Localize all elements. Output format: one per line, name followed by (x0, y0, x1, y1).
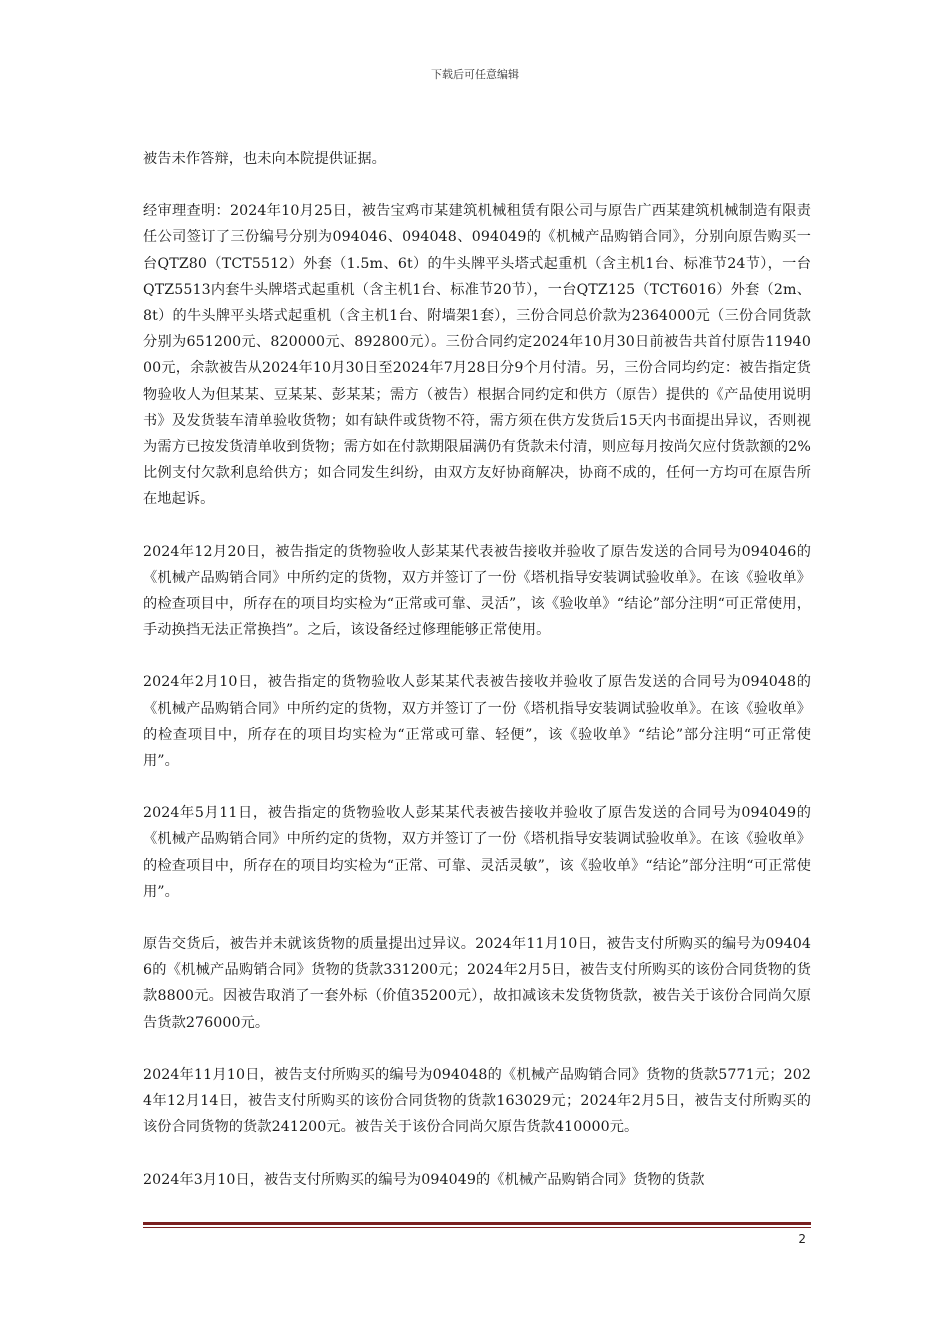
paragraph-acceptance-094046: 2024年12月20日，被告指定的货物验收人彭某某代表被告接收并验收了原告发送的合同号为094046的《机械产品购销合同》中所约定的货物，双方并签订了一份《塔机指导安装调试验收单》。在该《验收单》的检查项目中，所存在的项目均实检为“正常或可靠、灵活”，该《验收单》“结论”部分注明“可正常使用，手动换挡无法正常换挡”。之后，该设备经过修理能够正常使用。 (143, 543, 811, 639)
paragraph-facts-found: 经审理查明：2024年10月25日，被告宝鸡市某建筑机械租赁有限公司与原告广西某建筑机械制造有限责任公司签订了三份编号分别为094046、094048、094049的《机械产品购销合同》，分别向原告购买一台QTZ80（TCT5512）外套（1.5m、6t）的牛头牌平头塔式起重机（含主机1台、标准节24节），一台QTZ5513内套牛头牌塔式起重机（含主机1台、标准节20节），一台QTZ125（TCT6016）外套（2m、8t）的牛头牌平头塔式起重机（含主机1台、附墙架1套），三份合同总价款为2364000元（三份合同货款分别为651200元、820000元、892800元）。三份合同约定2024年10月30日前被告共首付原告1194000元，余款被告从2024年10月30日至2024年7月28日分9个月付清。另，三份合同均约定：被告指定货物验收人为但某某、豆某某、彭某某；需方（被告）根据合同约定和供方（原告）提供的《产品使用说明书》及发货装车清单验收货物；如有缺件或货物不符，需方须在供方发货后15天内书面提出异议，否则视为需方已按发货清单收到货物；需方如在付款期限届满仍有货款未付清，则应每月按尚欠应付货款额的2%比例支付欠款利息给供方；如合同发生纠纷，由双方友好协商解决，协商不成的，任何一方均可在原告所在地起诉。 (143, 203, 811, 508)
paragraph-defendant-no-defense: 被告未作答辩，也未向本院提供证据。 (143, 151, 386, 167)
footer-rule (143, 1222, 811, 1229)
footer-rule-thin (143, 1227, 811, 1228)
paragraph-acceptance-094048: 2024年2月10日，被告指定的货物验收人彭某某代表被告接收并验收了原告发送的合同号为094048的《机械产品购销合同》中所约定的货物，双方并签订了一份《塔机指导安装调试验收单》。在该《验收单》的检查项目中，所存在的项目均实检为“正常或可靠、轻便”，该《验收单》“结论”部分注明“可正常使用”。 (143, 674, 811, 770)
page-header: 下载后可任意编辑 (431, 68, 519, 81)
footer-rule-thick (143, 1222, 811, 1225)
paragraph-acceptance-094049: 2024年5月11日，被告指定的货物验收人彭某某代表被告接收并验收了原告发送的合同号为094049的《机械产品购销合同》中所约定的货物，双方并签订了一份《塔机指导安装调试验收单》。在该《验收单》的检查项目中，所存在的项目均实检为“正常、可靠、灵活灵敏”，该《验收单》“结论”部分注明“可正常使用”。 (143, 805, 811, 900)
document-body (143, 146, 811, 1219)
paragraph-payments-094046: 原告交货后，被告并未就该货物的质量提出过异议。2024年11月10日，被告支付所购买的编号为094046的《机械产品购销合同》货物的货款331200元；2024年2月5日，被告支付所购买的该份合同货物的货款8800元。因被告取消了一套外标（价值35200元），故扣减该未发货物货款，被告关于该份合同尚欠原告货款276000元。 (143, 936, 811, 1031)
paragraph-payments-094048: 2024年11月10日，被告支付所购买的编号为094048的《机械产品购销合同》货物的货款5771元；2024年12月14日，被告支付所购买的该份合同货物的货款163029元；2024年2月5日，被告支付所购买的该份合同货物的货款241200元。被告关于该份合同尚欠原告货款410000元。 (143, 1066, 811, 1136)
page-number: 2 (798, 1232, 806, 1246)
paragraph-payments-094049: 2024年3月10日，被告支付所购买的编号为094049的《机械产品购销合同》货物的货款 (143, 1171, 705, 1188)
